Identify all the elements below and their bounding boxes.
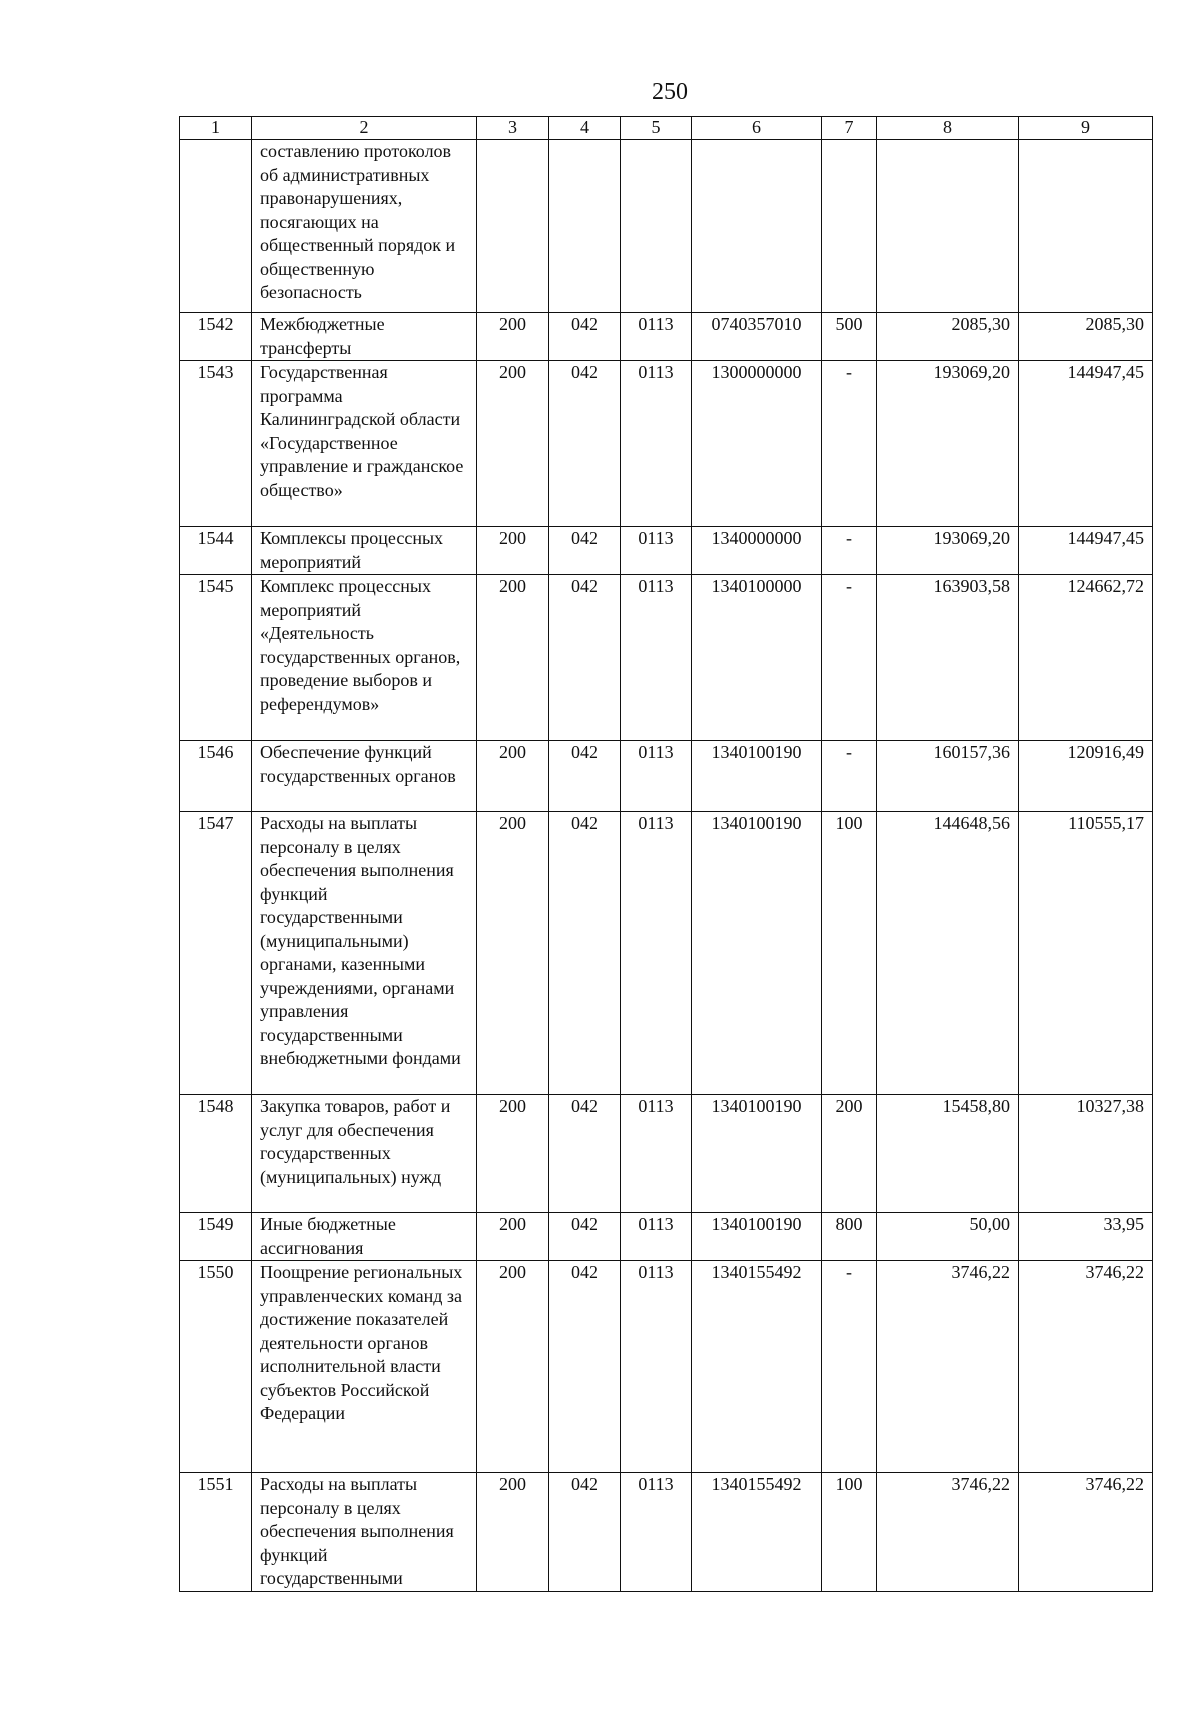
column-header: 4 bbox=[549, 117, 621, 140]
cell-col7: 100 bbox=[822, 1473, 877, 1592]
cell-col9: 10327,38 bbox=[1019, 1095, 1153, 1213]
row-name: Комплексы процессных мероприятий bbox=[252, 527, 477, 575]
cell-col7: - bbox=[822, 741, 877, 812]
cell-col5: 0113 bbox=[621, 575, 692, 741]
cell-col9: 110555,17 bbox=[1019, 812, 1153, 1095]
cell-col7: - bbox=[822, 575, 877, 741]
cell-col7: 500 bbox=[822, 313, 877, 361]
cell-col8 bbox=[877, 140, 1019, 313]
cell-col9: 144947,45 bbox=[1019, 527, 1153, 575]
cell-col6: 1340100190 bbox=[692, 812, 822, 1095]
cell-col4 bbox=[549, 140, 621, 313]
cell-col5: 0113 bbox=[621, 1473, 692, 1592]
cell-col9: 124662,72 bbox=[1019, 575, 1153, 741]
row-name: Комплекс процессных мероприятий «Деятельность государственных органов, проведение выборов и референдумов» bbox=[252, 575, 477, 741]
cell-col9: 2085,30 bbox=[1019, 313, 1153, 361]
column-header: 1 bbox=[180, 117, 252, 140]
cell-col8: 193069,20 bbox=[877, 361, 1019, 527]
cell-col4: 042 bbox=[549, 812, 621, 1095]
cell-col6: 0740357010 bbox=[692, 313, 822, 361]
column-header: 2 bbox=[252, 117, 477, 140]
cell-col3: 200 bbox=[477, 361, 549, 527]
cell-col8: 160157,36 bbox=[877, 741, 1019, 812]
cell-col4: 042 bbox=[549, 1261, 621, 1473]
row-number: 1542 bbox=[180, 313, 252, 361]
table-row bbox=[180, 1261, 1153, 1473]
cell-col4: 042 bbox=[549, 575, 621, 741]
row-number: 1546 bbox=[180, 741, 252, 812]
row-number: 1543 bbox=[180, 361, 252, 527]
cell-col4: 042 bbox=[549, 1473, 621, 1592]
cell-col8: 50,00 bbox=[877, 1213, 1019, 1261]
table-row bbox=[180, 1095, 1153, 1213]
cell-col8: 3746,22 bbox=[877, 1473, 1019, 1592]
cell-col4: 042 bbox=[549, 527, 621, 575]
cell-col7: 800 bbox=[822, 1213, 877, 1261]
cell-col9: 144947,45 bbox=[1019, 361, 1153, 527]
table-row bbox=[180, 313, 1153, 361]
cell-col6: 1340155492 bbox=[692, 1473, 822, 1592]
cell-col8: 15458,80 bbox=[877, 1095, 1019, 1213]
cell-col6: 1340155492 bbox=[692, 1261, 822, 1473]
cell-col3: 200 bbox=[477, 1213, 549, 1261]
column-header: 8 bbox=[877, 117, 1019, 140]
table-row bbox=[180, 140, 1153, 313]
cell-col7: - bbox=[822, 361, 877, 527]
cell-col3: 200 bbox=[477, 1261, 549, 1473]
row-name: Расходы на выплаты персоналу в целях обеспечения выполнения функций государственными bbox=[252, 1473, 477, 1592]
row-name: Поощрение региональных управленческих команд за достижение показателей деятельности органов исполнительной власти субъектов Российской Федерации bbox=[252, 1261, 477, 1473]
cell-col5: 0113 bbox=[621, 1261, 692, 1473]
cell-col3: 200 bbox=[477, 1095, 549, 1213]
cell-col9: 120916,49 bbox=[1019, 741, 1153, 812]
budget-table bbox=[179, 116, 1153, 1592]
cell-col6 bbox=[692, 140, 822, 313]
header-row bbox=[180, 117, 1153, 140]
table-row bbox=[180, 527, 1153, 575]
table-row bbox=[180, 575, 1153, 741]
row-name: Иные бюджетные ассигнования bbox=[252, 1213, 477, 1261]
column-header: 5 bbox=[621, 117, 692, 140]
cell-col6: 1340100000 bbox=[692, 575, 822, 741]
cell-col3: 200 bbox=[477, 812, 549, 1095]
table-row bbox=[180, 812, 1153, 1095]
cell-col9: 33,95 bbox=[1019, 1213, 1153, 1261]
row-name: Обеспечение функций государственных органов bbox=[252, 741, 477, 812]
cell-col8: 163903,58 bbox=[877, 575, 1019, 741]
cell-col7 bbox=[822, 140, 877, 313]
cell-col5: 0113 bbox=[621, 741, 692, 812]
cell-col6: 1340100190 bbox=[692, 1213, 822, 1261]
page-number: 250 bbox=[652, 79, 688, 105]
cell-col9: 3746,22 bbox=[1019, 1473, 1153, 1592]
cell-col3: 200 bbox=[477, 1473, 549, 1592]
table-row bbox=[180, 361, 1153, 527]
cell-col3: 200 bbox=[477, 741, 549, 812]
cell-col5: 0113 bbox=[621, 812, 692, 1095]
row-number: 1548 bbox=[180, 1095, 252, 1213]
row-name: составлению протоколов об административных правонарушениях, посягающих на общественный порядок и общественную безопасность bbox=[252, 140, 477, 313]
cell-col3: 200 bbox=[477, 313, 549, 361]
cell-col8: 144648,56 bbox=[877, 812, 1019, 1095]
cell-col7: 200 bbox=[822, 1095, 877, 1213]
cell-col5: 0113 bbox=[621, 527, 692, 575]
cell-col3: 200 bbox=[477, 527, 549, 575]
column-header: 9 bbox=[1019, 117, 1153, 140]
cell-col8: 193069,20 bbox=[877, 527, 1019, 575]
row-number: 1547 bbox=[180, 812, 252, 1095]
cell-col7: 100 bbox=[822, 812, 877, 1095]
row-number: 1544 bbox=[180, 527, 252, 575]
cell-col7: - bbox=[822, 527, 877, 575]
column-header: 7 bbox=[822, 117, 877, 140]
column-header: 6 bbox=[692, 117, 822, 140]
cell-col4: 042 bbox=[549, 361, 621, 527]
cell-col5: 0113 bbox=[621, 1095, 692, 1213]
cell-col6: 1300000000 bbox=[692, 361, 822, 527]
column-header: 3 bbox=[477, 117, 549, 140]
row-number: 1549 bbox=[180, 1213, 252, 1261]
cell-col3 bbox=[477, 140, 549, 313]
table-row bbox=[180, 1473, 1153, 1592]
cell-col4: 042 bbox=[549, 1095, 621, 1213]
cell-col4: 042 bbox=[549, 313, 621, 361]
cell-col8: 2085,30 bbox=[877, 313, 1019, 361]
cell-col4: 042 bbox=[549, 741, 621, 812]
cell-col5: 0113 bbox=[621, 313, 692, 361]
cell-col9 bbox=[1019, 140, 1153, 313]
row-name: Расходы на выплаты персоналу в целях обеспечения выполнения функций государственными (муниципальными) органами, казенными учреждениями, органами управления государственными внебюджетными фондами bbox=[252, 812, 477, 1095]
cell-col9: 3746,22 bbox=[1019, 1261, 1153, 1473]
cell-col6: 1340100190 bbox=[692, 1095, 822, 1213]
cell-col5: 0113 bbox=[621, 1213, 692, 1261]
table-row bbox=[180, 1213, 1153, 1261]
cell-col5: 0113 bbox=[621, 361, 692, 527]
row-number bbox=[180, 140, 252, 313]
cell-col5 bbox=[621, 140, 692, 313]
row-name: Закупка товаров, работ и услуг для обеспечения государственных (муниципальных) нужд bbox=[252, 1095, 477, 1213]
row-number: 1545 bbox=[180, 575, 252, 741]
row-name: Межбюджетные трансферты bbox=[252, 313, 477, 361]
table-row bbox=[180, 741, 1153, 812]
cell-col7: - bbox=[822, 1261, 877, 1473]
cell-col6: 1340000000 bbox=[692, 527, 822, 575]
row-number: 1550 bbox=[180, 1261, 252, 1473]
cell-col8: 3746,22 bbox=[877, 1261, 1019, 1473]
row-number: 1551 bbox=[180, 1473, 252, 1592]
cell-col3: 200 bbox=[477, 575, 549, 741]
cell-col4: 042 bbox=[549, 1213, 621, 1261]
row-name: Государственная программа Калининградской области «Государственное управление и гражданское общество» bbox=[252, 361, 477, 527]
cell-col6: 1340100190 bbox=[692, 741, 822, 812]
